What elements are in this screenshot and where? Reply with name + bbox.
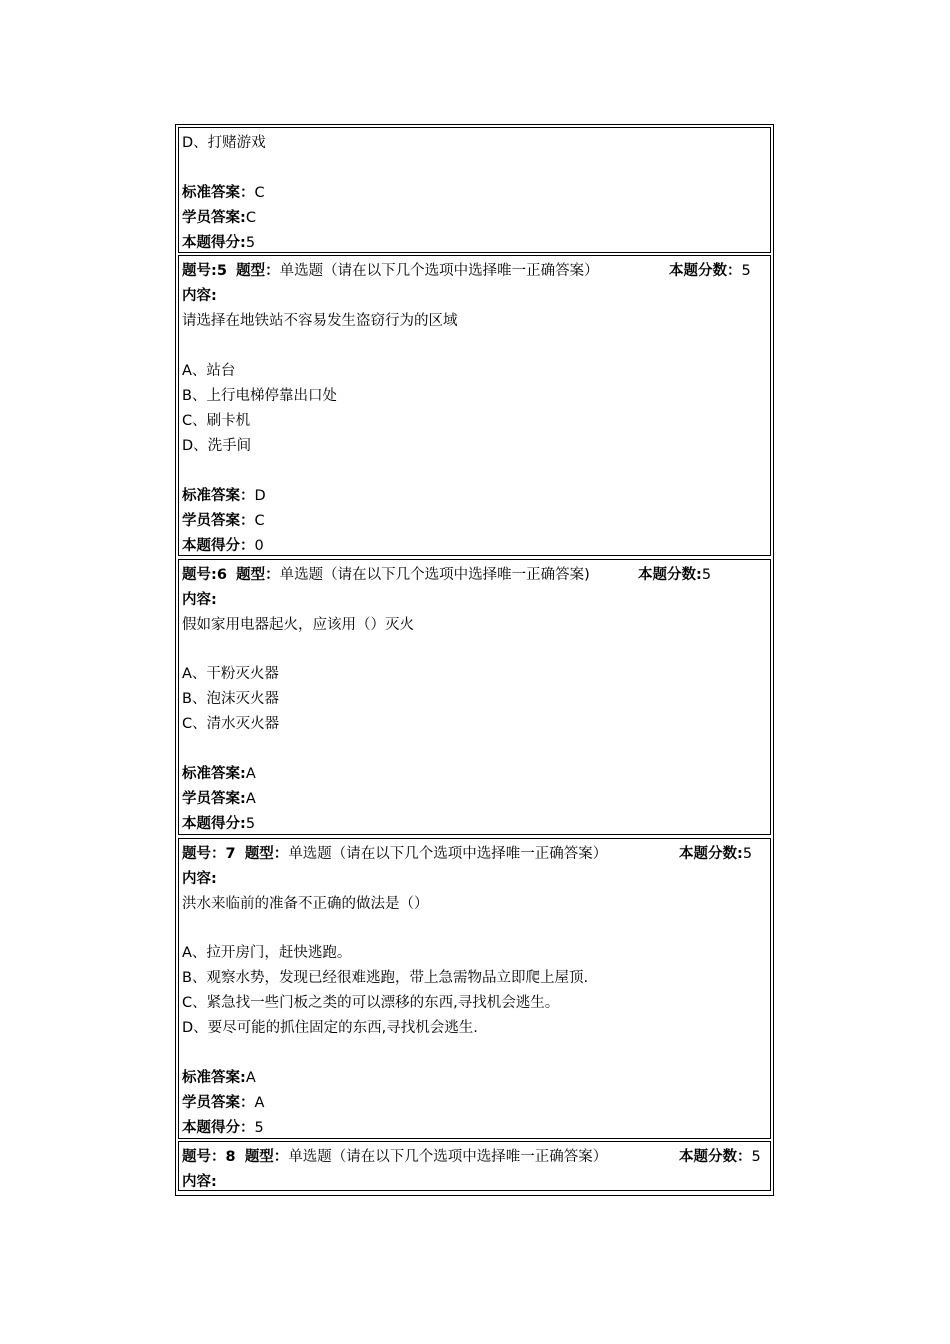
option-a: A、拉开房门，赶快逃跑。 xyxy=(182,945,352,961)
option-d: D、打赌游戏 xyxy=(182,135,266,151)
standard-answer: 标准答案：C xyxy=(182,185,265,201)
question-6-section xyxy=(178,559,771,835)
question-header: 题号：8 题型：单选题（请在以下几个选项中选择唯一正确答案） xyxy=(182,1149,608,1165)
option-b: B、上行电梯停靠出口处 xyxy=(182,388,337,404)
student-answer: 学员答案：A xyxy=(182,1095,265,1111)
option-c: C、紧急找一些门板之类的可以漂移的东西,寻找机会逃生。 xyxy=(182,995,560,1011)
question-score: 本题得分:5 xyxy=(182,816,256,832)
question-points: 本题分数:5 xyxy=(679,846,753,862)
content-label: 内容: xyxy=(182,1174,217,1190)
student-answer: 学员答案:C xyxy=(182,210,256,226)
question-points: 本题分数:5 xyxy=(638,567,712,583)
option-b: B、观察水势，发现已经很难逃跑，带上急需物品立即爬上屋顶. xyxy=(182,970,589,986)
question-points: 本题分数：5 xyxy=(669,263,751,279)
option-d: D、要尽可能的抓住固定的东西,寻找机会逃生. xyxy=(182,1020,478,1036)
question-text: 假如家用电器起火，应该用（）灭火 xyxy=(182,617,414,633)
content-label: 内容: xyxy=(182,871,217,887)
standard-answer: 标准答案：D xyxy=(182,488,266,504)
question-header: 题号：7 题型：单选题（请在以下几个选项中选择唯一正确答案） xyxy=(182,846,608,862)
student-answer: 学员答案：C xyxy=(182,513,265,529)
option-d: D、洗手间 xyxy=(182,438,252,454)
exam-results-table xyxy=(175,124,774,1196)
option-c: C、刷卡机 xyxy=(182,413,251,429)
option-b: B、泡沫灭火器 xyxy=(182,691,279,707)
content-label: 内容: xyxy=(182,592,217,608)
question-text: 请选择在地铁站不容易发生盗窃行为的区域 xyxy=(182,313,458,329)
question-header: 题号:6 题型：单选题（请在以下几个选项中选择唯一正确答案) xyxy=(182,567,590,583)
question-text: 洪水来临前的准备不正确的做法是（） xyxy=(182,896,429,912)
question-7-section xyxy=(178,838,771,1139)
content-label: 内容: xyxy=(182,288,217,304)
student-answer: 学员答案:A xyxy=(182,791,256,807)
question-header: 题号:5 题型：单选题（请在以下几个选项中选择唯一正确答案） xyxy=(182,263,599,279)
question-4-section xyxy=(178,127,771,253)
standard-answer: 标准答案:A xyxy=(182,766,256,782)
question-score: 本题得分:5 xyxy=(182,235,256,251)
question-score: 本题得分：5 xyxy=(182,1120,264,1136)
option-c: C、清水灭火器 xyxy=(182,716,280,732)
question-5-section xyxy=(178,255,771,556)
standard-answer: 标准答案:A xyxy=(182,1070,256,1086)
question-points: 本题分数：5 xyxy=(679,1149,761,1165)
question-score: 本题得分：0 xyxy=(182,538,264,554)
option-a: A、干粉灭火器 xyxy=(182,666,279,682)
option-a: A、站台 xyxy=(182,363,236,379)
question-8-section xyxy=(178,1141,771,1191)
